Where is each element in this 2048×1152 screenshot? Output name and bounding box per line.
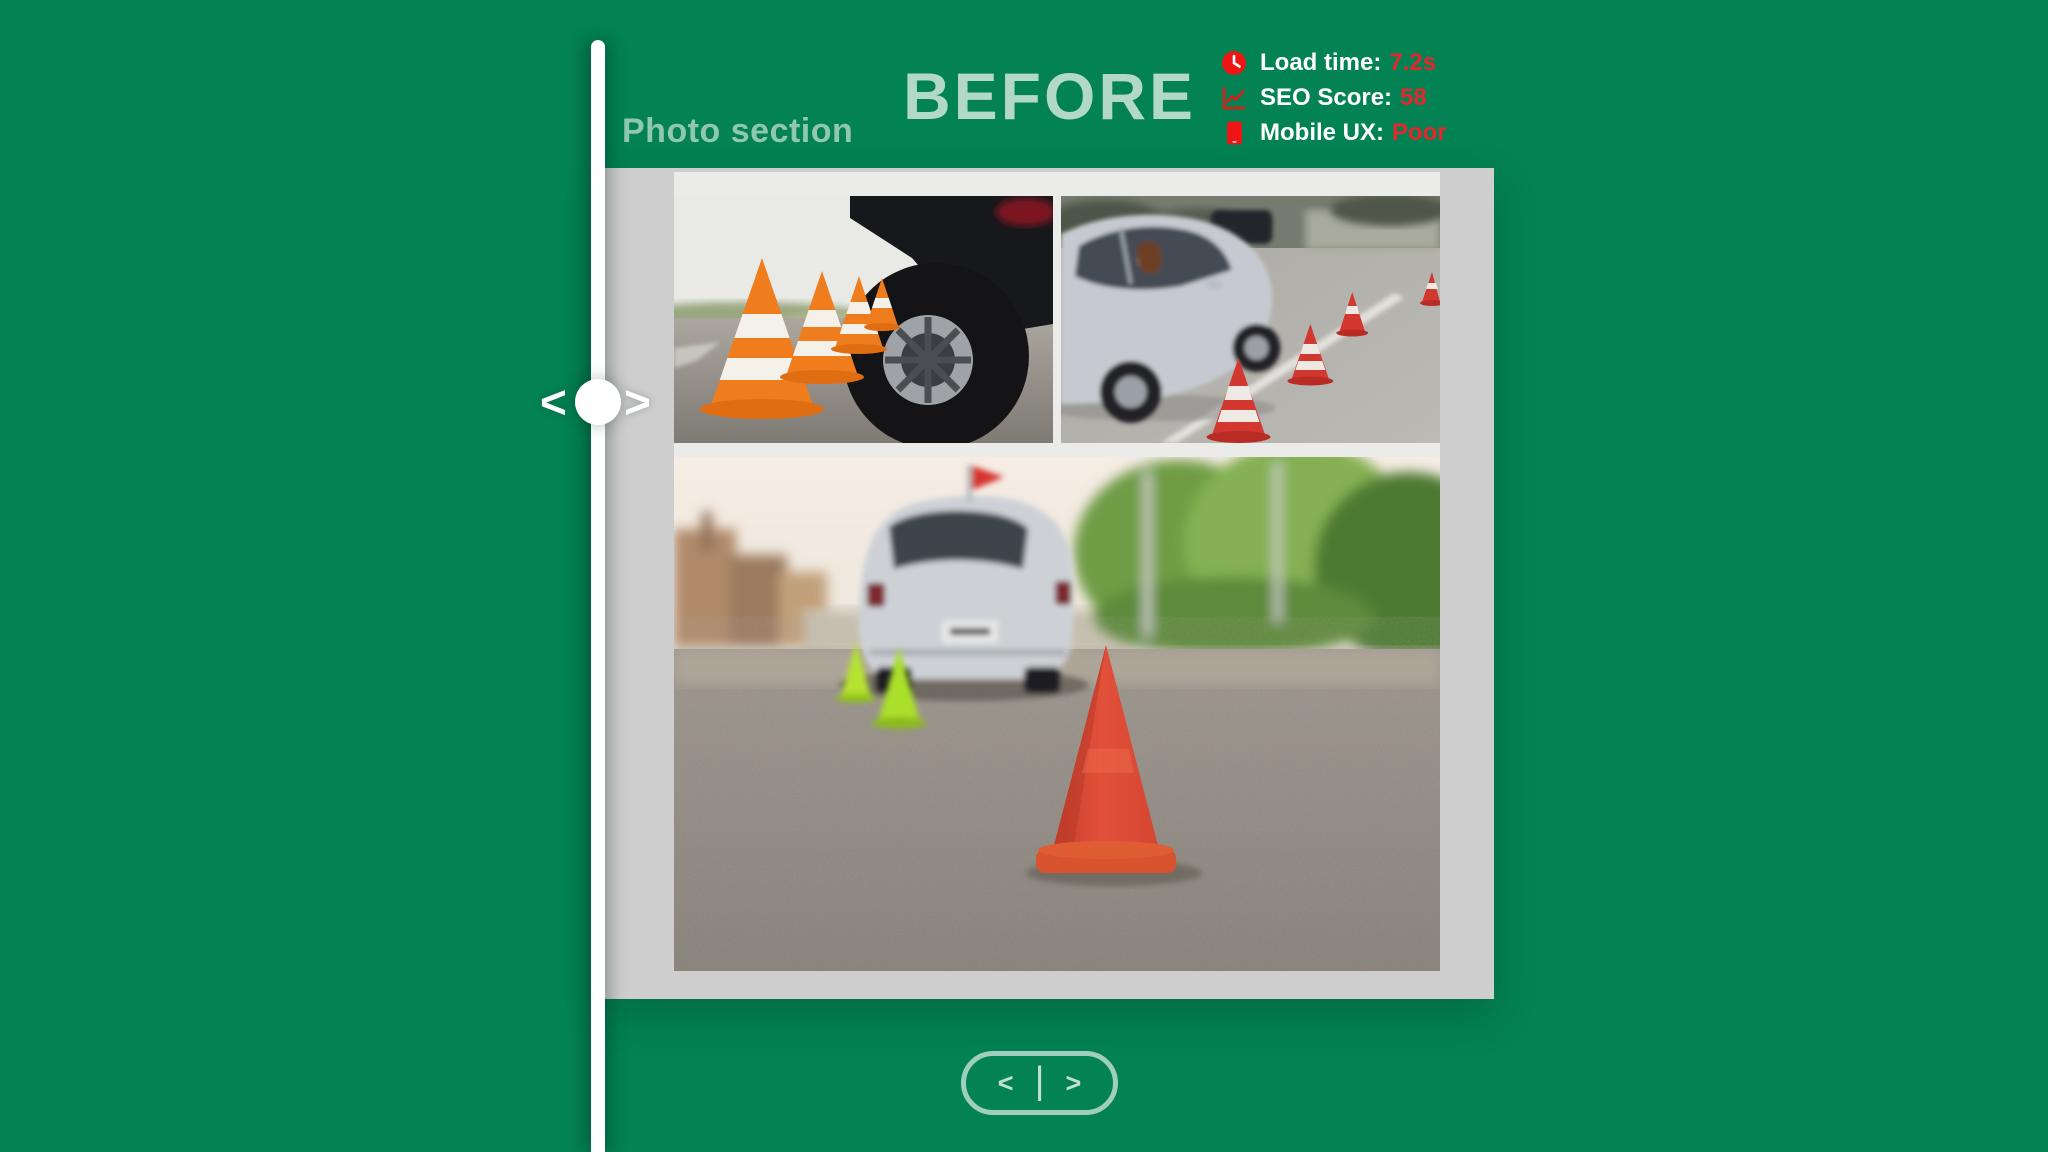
stat-label: Load time: xyxy=(1260,49,1382,76)
stat-row-load-time xyxy=(1221,50,1447,76)
clock-icon xyxy=(1221,50,1247,76)
stat-value: 7.2s xyxy=(1389,49,1437,76)
stat-row-seo-score xyxy=(1221,85,1447,111)
photo-cones-and-tire xyxy=(674,196,1053,443)
pagination-pill xyxy=(961,1051,1118,1115)
stats-panel xyxy=(1221,50,1447,155)
comparison-slider-track[interactable] xyxy=(591,40,605,1152)
stat-row-mobile-ux xyxy=(1221,120,1447,146)
before-screenshot-card xyxy=(605,168,1494,999)
stat-value: 58 xyxy=(1400,84,1427,111)
next-button[interactable]: > xyxy=(1065,1067,1082,1098)
line-chart-icon xyxy=(1221,85,1247,111)
stat-value: Poor xyxy=(1392,119,1447,146)
prev-button[interactable]: < xyxy=(997,1067,1014,1098)
chevron-right-icon: > xyxy=(624,376,651,428)
section-label: Photo section xyxy=(622,112,854,150)
comparison-slider-handle[interactable] xyxy=(575,379,621,425)
stat-label: Mobile UX: xyxy=(1260,119,1384,146)
pagination-divider: | xyxy=(1034,1060,1045,1102)
photo-collage xyxy=(674,172,1440,971)
mobile-phone-icon xyxy=(1221,120,1247,146)
photo-car-and-cones xyxy=(1061,196,1440,443)
stat-label: SEO Score: xyxy=(1260,84,1393,111)
photo-red-cone-lot xyxy=(674,457,1440,971)
state-label-before: BEFORE xyxy=(902,59,1197,133)
chevron-left-icon: < xyxy=(540,376,567,428)
